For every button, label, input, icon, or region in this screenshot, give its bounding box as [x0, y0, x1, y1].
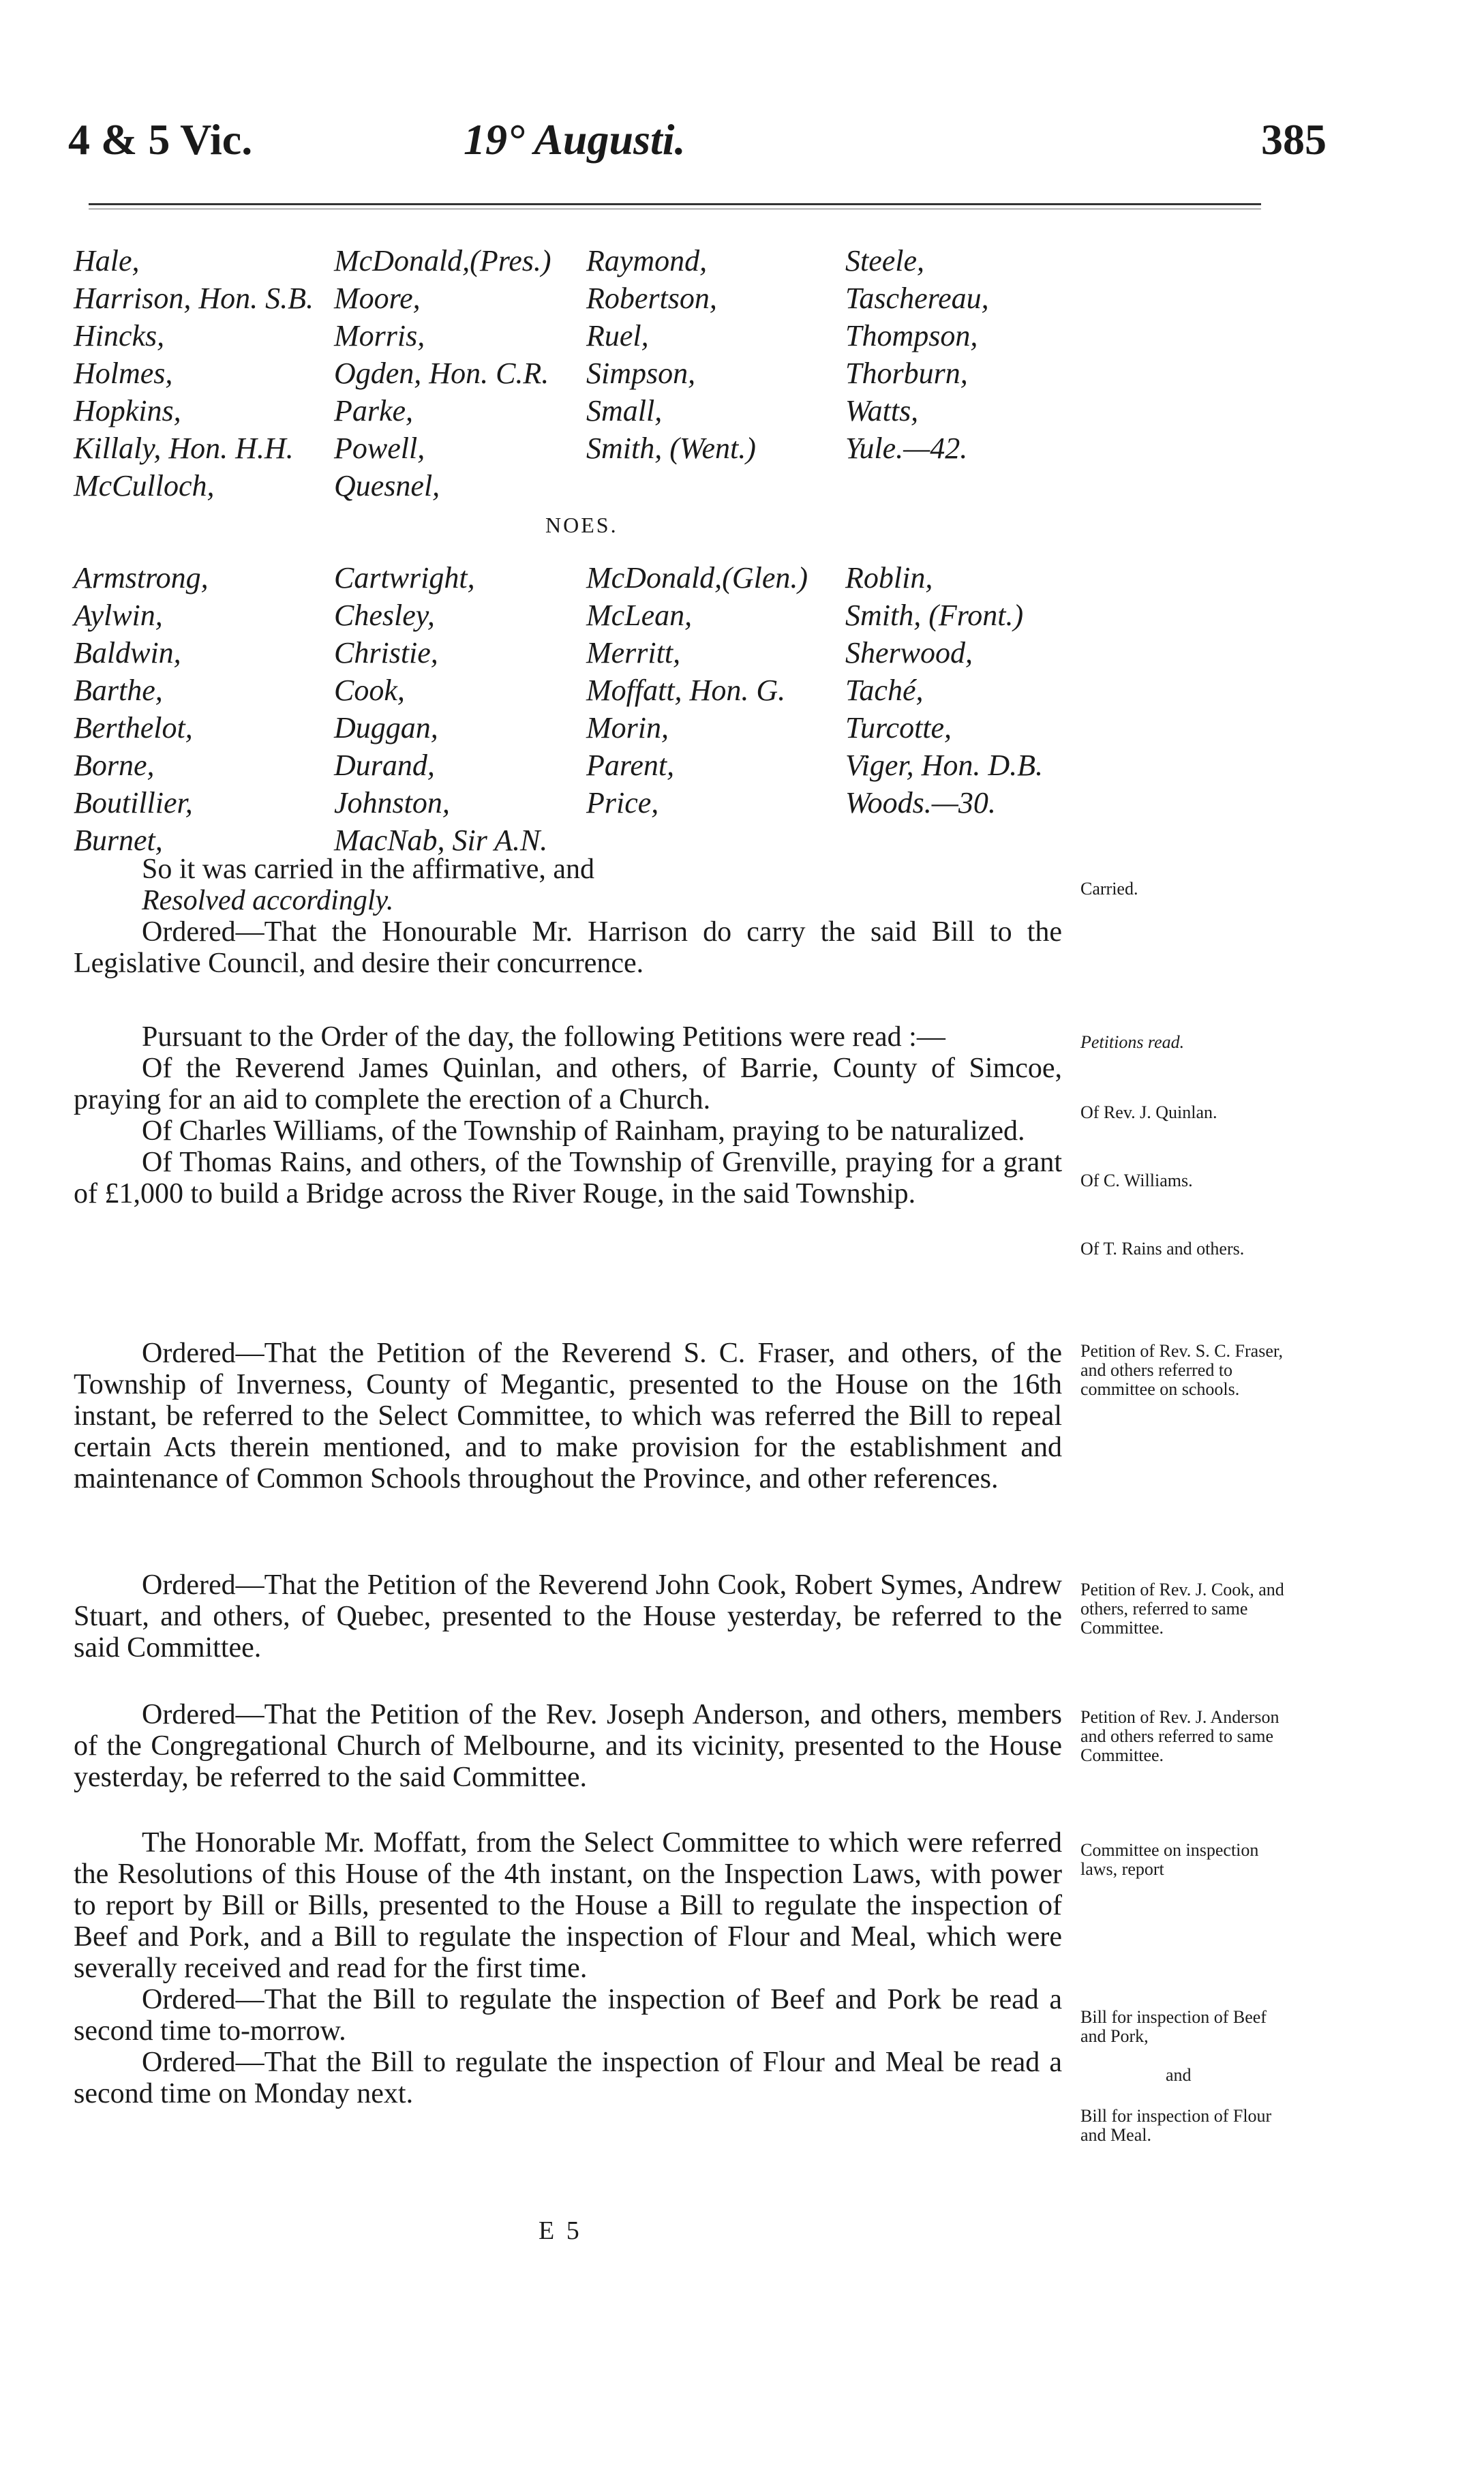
member-name: Harrison, Hon. S.B.: [74, 282, 314, 315]
running-head-regnal-year: 4 & 5 Vic.: [68, 115, 253, 164]
paragraph-resolved: Resolved accordingly.: [142, 885, 394, 916]
margin-note-and: and: [1166, 2065, 1192, 2085]
page-number: 385: [1261, 115, 1327, 164]
paragraph-order-anderson: Ordered—That the Petition of the Rev. Joseph Anderson, and others, members of the Congregational Church of Melbourne, and its vicinity, presented to the House yesterday, be referred to the said Committee.: [74, 1699, 1062, 1793]
member-name: Borne,: [74, 749, 155, 782]
paragraph-order-flour-meal: Ordered—That the Bill to regulate the inspection of Flour and Meal be read a second time on Monday next.: [74, 2047, 1062, 2109]
member-name: Aylwin,: [74, 599, 163, 632]
running-head-date: 19° Augusti.: [464, 115, 686, 164]
member-name: Taschereau,: [845, 282, 989, 315]
member-name: Smith, (Front.): [845, 599, 1024, 632]
member-name: Chesley,: [334, 599, 435, 632]
paragraph-order-cook: Ordered—That the Petition of the Reverend John Cook, Robert Symes, Andrew Stuart, and others, of Quebec, presented to the House yesterday, be referred to the said Committee.: [74, 1569, 1062, 1664]
member-name: Moffatt, Hon. G.: [586, 674, 786, 707]
member-name: Parke,: [334, 394, 414, 427]
member-name: Durand,: [334, 749, 435, 782]
member-name: Powell,: [334, 432, 425, 465]
member-name: Berthelot,: [74, 711, 193, 744]
noes-heading: NOES.: [545, 513, 618, 537]
member-name: McCulloch,: [74, 469, 215, 502]
noes-column-1: [74, 559, 209, 859]
member-name: Hopkins,: [74, 394, 181, 427]
margin-note-anderson: Petition of Rev. J. Anderson and others referred to same Committee.: [1080, 1707, 1279, 1765]
member-name: Morris,: [334, 319, 425, 352]
member-name: Killaly, Hon. H.H.: [74, 432, 294, 465]
member-name: Merritt,: [586, 636, 681, 669]
margin-note-committee-report: Committee on inspection laws, report: [1080, 1840, 1259, 1879]
paragraph-petitions-read: Pursuant to the Order of the day, the following Petitions were read :—: [142, 1021, 945, 1053]
member-name: Baldwin,: [74, 636, 181, 669]
member-name: Sherwood,: [845, 636, 973, 669]
noes-column-2: [334, 559, 547, 859]
member-name: Yule.—42.: [845, 432, 968, 465]
member-name: Raymond,: [586, 244, 708, 277]
noes-column-4: [845, 559, 1043, 822]
member-name: Ruel,: [586, 319, 649, 352]
margin-note-rains: Of T. Rains and others.: [1080, 1239, 1245, 1259]
margin-note-petitions-read: Petitions read.: [1080, 1032, 1185, 1052]
member-name: Hincks,: [74, 319, 165, 352]
body-block-anderson: [74, 1699, 1062, 1793]
noes-column-3: [586, 559, 808, 822]
member-name: Viger, Hon. D.B.: [845, 749, 1044, 782]
paragraph-petition-rains: Of Thomas Rains, and others, of the Township of Grenville, praying for a grant of £1,000 to build a Bridge across the River Rouge, in the said Township.: [74, 1147, 1062, 1209]
member-name: Barthe,: [74, 674, 163, 707]
member-name: Quesnel,: [334, 469, 440, 502]
margin-note-flour-meal: Bill for inspection of Flour and Meal.: [1080, 2106, 1272, 2145]
paragraph-moffatt-report: The Honorable Mr. Moffatt, from the Select Committee to which were referred the Resolutions of this House of the 4th instant, on the Inspection Laws, with power to report by Bill or Bills, presented to the House a Bill to regulate the inspection of Beef and Pork, and a Bill to regulate the inspection of Flour and Meal, which were severally received and read for the first time.: [74, 1827, 1062, 1984]
paragraph-order-fraser: Ordered—That the Petition of the Reverend S. C. Fraser, and others, of the Township of Inverness, County of Megantic, presented to the House on the 16th instant, be referred to the Select Committee, to which was referred the Bill to repeal certain Acts therein mentioned, and to make provision for the establishment and maintenance of Common Schools throughout the Province, and other references.: [74, 1338, 1062, 1494]
paragraph-petition-williams: Of Charles Williams, of the Township of Rainham, praying to be naturalized.: [142, 1115, 1025, 1147]
member-name: Smith, (Went.): [586, 432, 756, 465]
paragraph-petition-quinlan: Of the Reverend James Quinlan, and others, of Barrie, County of Simcoe, praying for an aid to complete the erection of a Church.: [74, 1053, 1062, 1115]
paragraph-order-harrison: Ordered—That the Honourable Mr. Harrison do carry the said Bill to the Legislative Council, and desire their concurrence.: [74, 916, 1062, 979]
margin-note-fraser: Petition of Rev. S. C. Fraser, and others referred to committee on schools.: [1080, 1341, 1283, 1399]
body-block-fraser: [74, 1338, 1062, 1494]
margin-note-quinlan: Of Rev. J. Quinlan.: [1080, 1102, 1217, 1122]
member-name: Hale,: [74, 244, 140, 277]
member-name: Simpson,: [586, 357, 696, 390]
member-name: Thorburn,: [845, 357, 968, 390]
body-block-petitions: [74, 1021, 1062, 1209]
member-name: Holmes,: [74, 357, 173, 390]
body-block-carried: [74, 854, 1062, 979]
member-name: Woods.—30.: [845, 786, 996, 819]
member-name: Boutillier,: [74, 786, 193, 819]
yeas-column-1: [74, 242, 314, 505]
yeas-column-2: [334, 242, 551, 505]
margin-note-williams: Of C. Williams.: [1080, 1171, 1193, 1190]
paragraph-carried: So it was carried in the affirmative, and: [142, 854, 595, 885]
member-name: McLean,: [586, 599, 693, 632]
member-name: Ogden, Hon. C.R.: [334, 357, 549, 390]
body-block-moffatt: [74, 1827, 1062, 2109]
member-name: Thompson,: [845, 319, 978, 352]
member-name: Armstrong,: [74, 561, 209, 595]
member-name: Moore,: [334, 282, 421, 315]
header-rule: [89, 203, 1261, 205]
signature-mark: E 5: [539, 2216, 582, 2245]
yeas-column-3: [586, 242, 756, 467]
margin-note-beef-pork: Bill for inspection of Beef and Pork,: [1080, 2007, 1267, 2046]
member-name: Robertson,: [586, 282, 717, 315]
yeas-column-4: [845, 242, 989, 467]
margin-note-carried: Carried.: [1080, 879, 1138, 899]
member-name: Morin,: [586, 711, 669, 744]
paragraph-order-beef-pork: Ordered—That the Bill to regulate the inspection of Beef and Pork be read a second time to-morrow.: [74, 1984, 1062, 2047]
member-name: Cook,: [334, 674, 405, 707]
member-name: Duggan,: [334, 711, 438, 744]
member-name: Taché,: [845, 674, 924, 707]
member-name: McDonald,(Glen.): [586, 561, 808, 595]
member-name: Steele,: [845, 244, 925, 277]
member-name: Johnston,: [334, 786, 450, 819]
member-name: Parent,: [586, 749, 675, 782]
member-name: McDonald,(Pres.): [334, 244, 551, 277]
member-name: Watts,: [845, 394, 919, 427]
body-block-cook: [74, 1569, 1062, 1664]
member-name: Price,: [586, 786, 659, 819]
member-name: Small,: [586, 394, 663, 427]
member-name: Turcotte,: [845, 711, 952, 744]
member-name: Christie,: [334, 636, 438, 669]
member-name: Burnet,: [74, 824, 163, 857]
member-name: Cartwright,: [334, 561, 475, 595]
margin-note-cook: Petition of Rev. J. Cook, and others, referred to same Committee.: [1080, 1580, 1284, 1638]
member-name: MacNab, Sir A.N.: [334, 824, 548, 857]
member-name: Roblin,: [845, 561, 933, 595]
